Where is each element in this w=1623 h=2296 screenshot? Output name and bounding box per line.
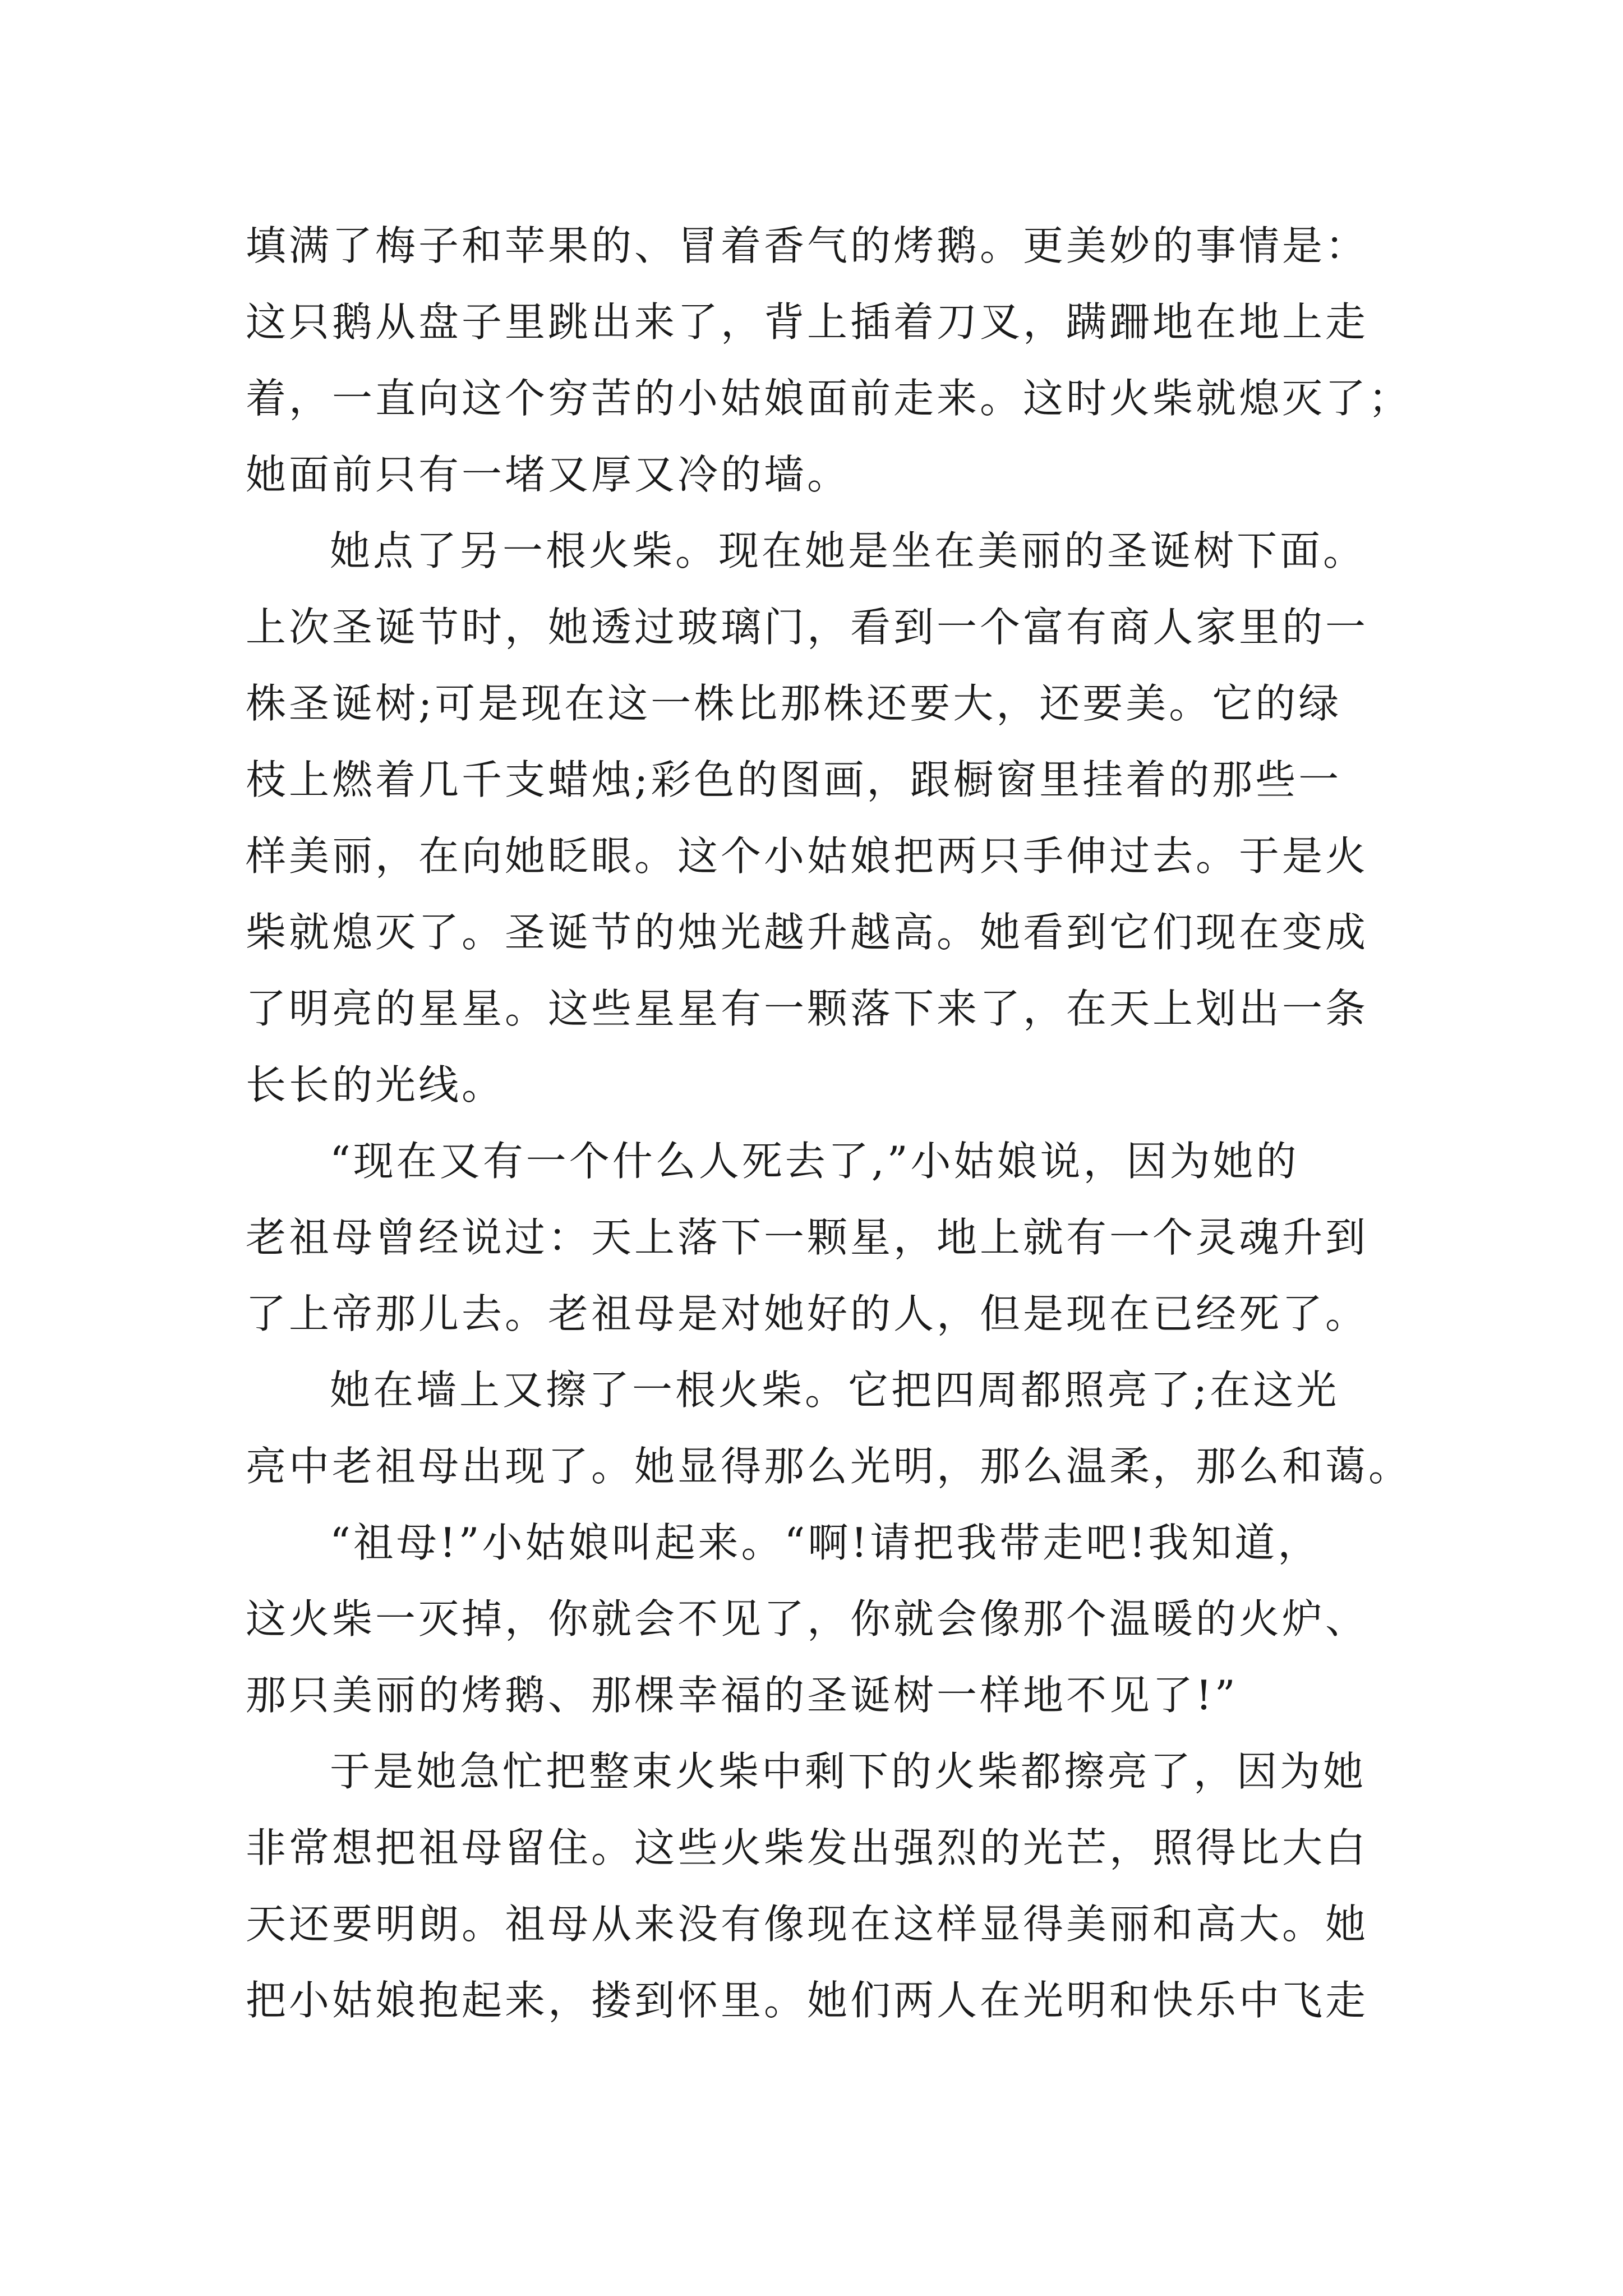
text-line: 亮中老祖母出现了。她显得那么光明，那么温柔，那么和蔼。 xyxy=(246,1443,1412,1490)
text-line: 上次圣诞节时，她透过玻璃门，看到一个富有商人家里的一 xyxy=(246,604,1369,651)
text-line: 长长的光线。 xyxy=(246,1061,505,1108)
text-line: 那只美丽的烤鹅、那棵幸福的圣诞树一样地不见了!” xyxy=(246,1672,1238,1719)
text-line: 她面前只有一堵又厚又冷的墙。 xyxy=(246,451,851,498)
text-line: 非常想把祖母留住。这些火柴发出强烈的光芒，照得比大白 xyxy=(246,1824,1369,1871)
text-line: 天还要明朗。祖母从来没有像现在这样显得美丽和高大。她 xyxy=(246,1901,1369,1948)
text-line: 柴就熄灭了。圣诞节的烛光越升越高。她看到它们现在变成 xyxy=(246,909,1369,956)
paragraph-first-line: 她在墙上又擦了一根火柴。它把四周都照亮了;在这光 xyxy=(330,1366,1340,1414)
text-line: 着，一直向这个穷苦的小姑娘面前走来。这时火柴就熄灭了； xyxy=(246,375,1412,422)
text-line: 这火柴一灭掉，你就会不见了，你就会像那个温暖的火炉、 xyxy=(246,1595,1369,1642)
body-text xyxy=(246,208,1412,2039)
text-line: 了明亮的星星。这些星星有一颗落下来了，在天上划出一条 xyxy=(246,985,1369,1032)
paragraph-first-line: “祖母!”小姑娘叫起来。“啊!请把我带走吧!我知道， xyxy=(330,1519,1321,1566)
text-line: 样美丽，在向她眨眼。这个小姑娘把两只手伸过去。于是火 xyxy=(246,832,1369,880)
paragraph-first-line: “现在又有一个什么人死去了,”小姑娘说，因为她的 xyxy=(330,1138,1299,1185)
paragraph-first-line: 于是她急忙把整束火柴中剩下的火柴都擦亮了，因为她 xyxy=(330,1748,1367,1795)
text-line: 了上帝那儿去。老祖母是对她好的人，但是现在已经死了。 xyxy=(246,1290,1369,1337)
text-line: 老祖母曾经说过：天上落下一颗星，地上就有一个灵魂升到 xyxy=(246,1214,1369,1261)
text-line: 这只鹅从盘子里跳出来了，背上插着刀叉，蹒跚地在地上走 xyxy=(246,298,1369,346)
text-line: 枝上燃着几千支蜡烛;彩色的图画，跟橱窗里挂着的那些一 xyxy=(246,756,1342,803)
text-line: 把小姑娘抱起来，搂到怀里。她们两人在光明和快乐中飞走 xyxy=(246,1977,1369,2024)
text-line: 填满了梅子和苹果的、冒着香气的烤鹅。更美妙的事情是： xyxy=(246,222,1369,269)
paragraph-first-line: 她点了另一根火柴。现在她是坐在美丽的圣诞树下面。 xyxy=(330,527,1367,574)
text-line: 株圣诞树;可是现在这一株比那株还要大，还要美。它的绿 xyxy=(246,680,1342,727)
